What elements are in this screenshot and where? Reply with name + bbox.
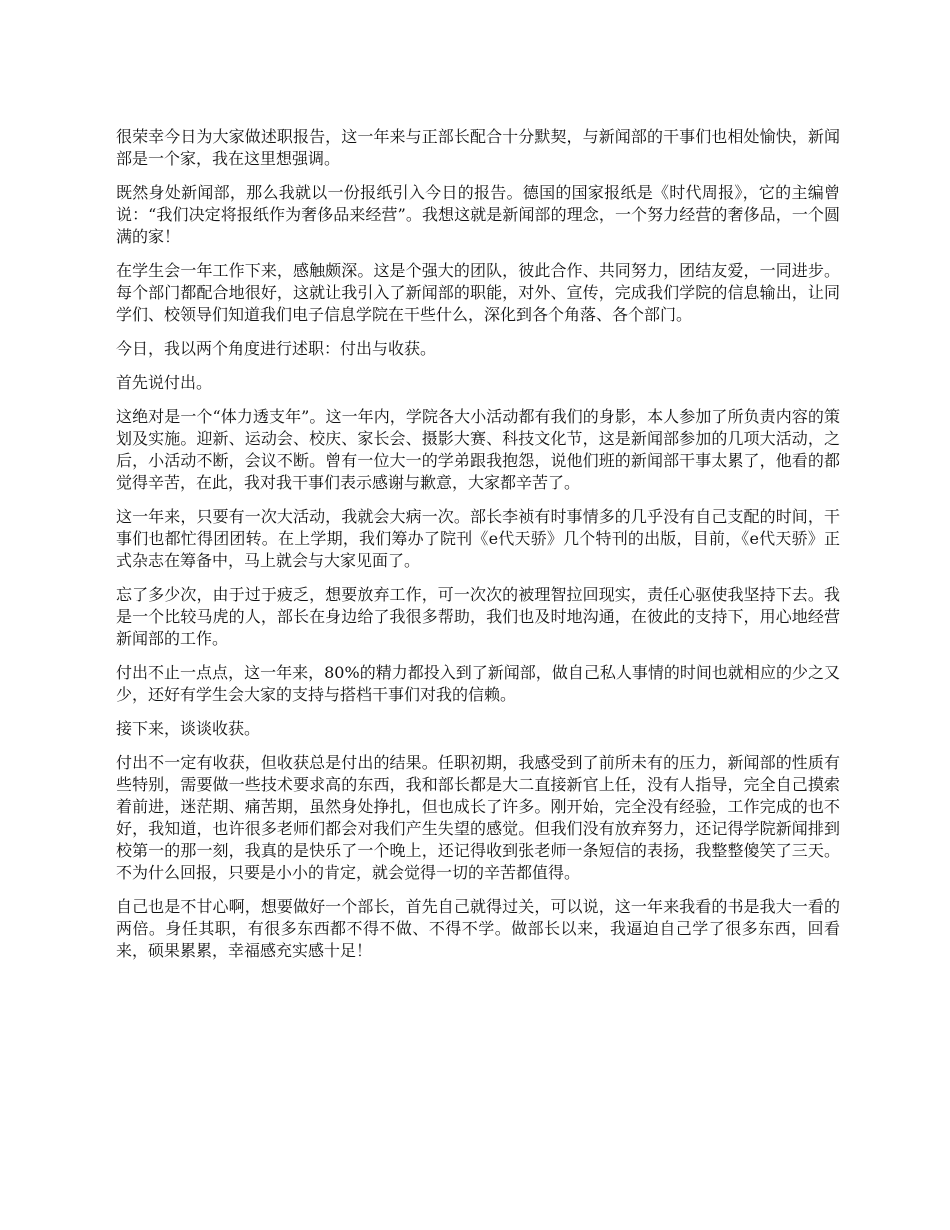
paragraph: 付出不止一点点，这一年来，80%的精力都投入到了新闻部，做自己私人事情的时间也就相应的少之又少，还好有学生会大家的支持与搭档干事们对我的信赖。 <box>116 663 840 704</box>
paragraph: 这绝对是一个“体力透支年”。这一年内，学院各大小活动都有我们的身影，本人参加了所负责内容的策划及实施。迎新、运动会、校庆、家长会、摄影大赛、科技文化节，这是新闻部参加的几项大活动，之后，小活动不断，会议不断。曾有一位大一的学弟跟我抱怨，说他们班的新闻部干事太累了，他看的都觉得辛苦，在此，我对我干事们表示感谢与歉意，大家都辛苦了。 <box>116 407 840 492</box>
paragraph: 今日，我以两个角度进行述职：付出与收获。 <box>116 339 437 358</box>
paragraph: 接下来，谈谈收获。 <box>116 719 261 738</box>
paragraph: 很荣幸今日为大家做述职报告，这一年来与正部长配合十分默契，与新闻部的干事们也相处愉快，新闻部是一个家，我在这里想强调。 <box>116 127 840 168</box>
document-body <box>116 126 840 974</box>
paragraph: 这一年来，只要有一次大活动，我就会大病一次。部长李祯有时事情多的几乎没有自己支配的时间，干事们也都忙得团团转。在上学期，我们筹办了院刊《e代天骄》几个特刊的出版，目前，《e代天骄》正式杂志在筹备中，马上就会与大家见面了。 <box>116 507 840 570</box>
paragraph: 首先说付出。 <box>116 373 213 392</box>
paragraph: 付出不一定有收获，但收获总是付出的结果。任职初期，我感受到了前所未有的压力，新闻部的性质有些特别，需要做一些技术要求高的东西，我和部长都是大二直接新官上任，没有人指导，完全自己摸索着前进，迷茫期、痛苦期，虽然身处挣扎，但也成长了许多。刚开始，完全没有经验，工作完成的也不好，我知道，也许很多老师们都会对我们产生失望的感觉。但我们没有放弃努力，还记得学院新闻排到校第一的那一刻，我真的是快乐了一个晚上，还记得收到张老师一条短信的表扬，我整整傻笑了三天。不为什么回报，只要是小小的肯定，就会觉得一切的辛苦都值得。 <box>116 753 840 882</box>
paragraph: 在学生会一年工作下来，感触颇深。这是个强大的团队，彼此合作、共同努力，团结友爱，一同进步。每个部门都配合地很好，这就让我引入了新闻部的职能，对外、宣传，完成我们学院的信息输出，让同学们、校领导们知道我们电子信息学院在干些什么，深化到各个角落、各个部门。 <box>116 261 840 324</box>
paragraph: 既然身处新闻部，那么我就以一份报纸引入今日的报告。德国的国家报纸是《时代周报》，它的主编曾说：“我们决定将报纸作为奢侈品来经营”。我想这就是新闻部的理念，一个努力经营的奢侈品，一个圆满的家！ <box>116 183 840 246</box>
paragraph: 忘了多少次，由于过于疲乏，想要放弃工作，可一次次的被理智拉回现实，责任心驱使我坚持下去。我是一个比较马虎的人，部长在身边给了我很多帮助，我们也及时地沟通，在彼此的支持下，用心地经营新闻部的工作。 <box>116 585 840 648</box>
paragraph: 自己也是不甘心啊，想要做好一个部长，首先自己就得过关，可以说，这一年来我看的书是我大一看的两倍。身任其职，有很多东西都不得不做、不得不学。做部长以来，我逼迫自己学了很多东西，回看来，硕果累累，幸福感充实感十足！ <box>116 897 840 960</box>
